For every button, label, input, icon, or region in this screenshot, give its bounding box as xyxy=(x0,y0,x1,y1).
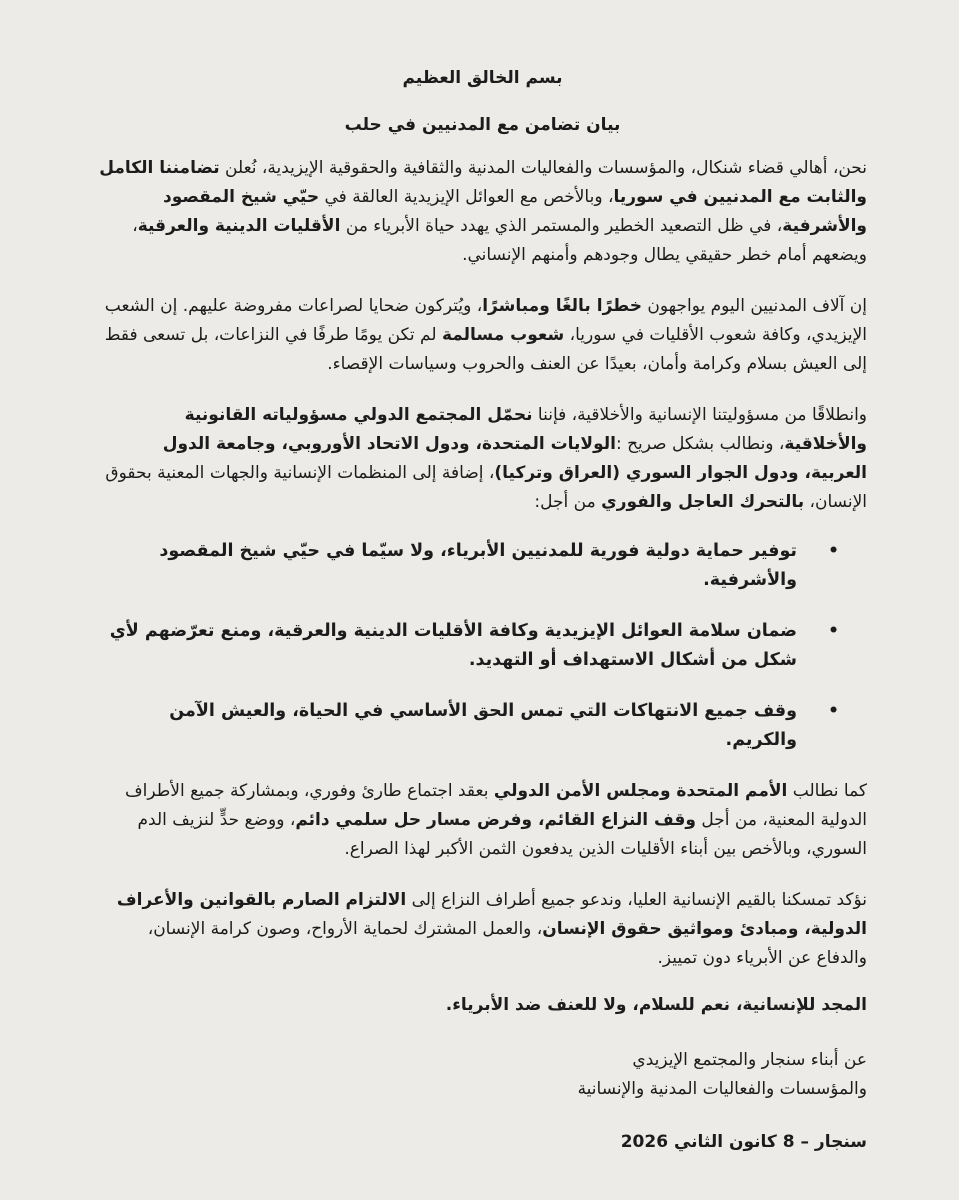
bold-span: شعوب مسالمة xyxy=(441,325,565,345)
demand-text: توفير حماية دولية فورية للمدنيين الأبرياء، ولا سيّما في حيّي شيخ المقصود والأشرفية. xyxy=(159,541,797,590)
text-span: نحن، أهالي قضاء شنكال، والمؤسسات والفعاليات المدنية والثقافية والحقوقية الإيزيدية، نُعلن xyxy=(219,158,867,178)
bold-span: الأقليات الدينية والعرقية xyxy=(137,216,341,236)
text-span: ، ويُتركون ضحايا لصراعات مفروضة عليهم. إن الشعب الإيزيدي، وكافة شعوب الأقليات في سوريا، xyxy=(104,296,867,345)
text-span: ، في ظل التصعيد الخطير والمستمر الذي يهدد حياة الأبرياء من xyxy=(340,216,783,236)
text-span: ، والعمل المشترك لحماية الأرواح، وصون كرامة الإنسان، والدفاع عن الأبرياء دون تمييز. xyxy=(147,919,867,968)
demand-text: ضمان سلامة العوائل الإيزيدية وكافة الأقليات الدينية والعرقية، ومنع تعرّضهم لأي شكل من أشكال الاستهداف أو التهديد. xyxy=(109,621,797,670)
paragraph-un-demand xyxy=(98,777,867,864)
text-span: وانطلاقًا من مسؤوليتنا الإنسانية والأخلاقية، فإننا xyxy=(532,405,867,425)
text-span: ، وبالأخص مع العوائل الإيزيدية العالقة في xyxy=(319,187,614,207)
text-span: نؤكد تمسكنا بالقيم الإنسانية العليا، وندعو جميع أطراف النزاع إلى xyxy=(406,890,867,910)
text-span: بعقد اجتماع طارئ وفوري، وبمشاركة جميع الأطراف الدولية المعنية، من أجل xyxy=(125,781,867,830)
bold-span: تضامننا الكامل والثابت مع المدنيين في سوريا xyxy=(99,158,867,207)
text-span: ، ويضعهم أمام خطر حقيقي يطال وجودهم وأمنهم الإنساني. xyxy=(132,216,867,265)
paragraph-solidarity xyxy=(98,154,867,270)
bold-span: خطرًا بالغًا ومباشرًا xyxy=(482,296,642,316)
text-span: من أجل: xyxy=(534,492,602,512)
text-span: إن آلاف المدنيين اليوم يواجهون xyxy=(641,296,867,316)
bold-span: الالتزام الصارم بالقوانين والأعراف الدولية، ومبادئ ومواثيق حقوق الإنسان xyxy=(116,890,867,939)
paragraph-responsibility xyxy=(98,401,867,517)
basmala-heading: بسم الخالق العظيم xyxy=(402,68,563,88)
bullet-icon: • xyxy=(828,701,839,721)
paragraph-danger xyxy=(98,292,867,379)
date-line: سنجار – 8 كانون الثاني 2026 xyxy=(620,1132,867,1152)
list-item xyxy=(98,537,839,595)
bullet-icon: • xyxy=(828,621,839,641)
bold-span: الأمم المتحدة ومجلس الأمن الدولي xyxy=(493,781,788,801)
closing-slogan: المجد للإنسانية، نعم للسلام، ولا للعنف ضد الأبرياء. xyxy=(445,995,867,1015)
bold-span: بالتحرك العاجل والفوري xyxy=(601,492,805,512)
text-span: ، إضافة إلى المنظمات الإنسانية والجهات المعنية بحقوق الإنسان، xyxy=(105,463,867,512)
signature-line: والمؤسسات والفعاليات المدنية والإنسانية xyxy=(577,1079,867,1099)
statement-title: بيان تضامن مع المدنيين في حلب xyxy=(344,115,621,135)
signature-block xyxy=(98,1046,867,1104)
text-span: ، ووضع حدٍّ لنزيف الدم السوري، وبالأخص بين أبناء الأقليات الذين يدفعون الثمن الأكبر لهذا الصراع. xyxy=(137,810,867,859)
bold-span: حيّي شيخ المقصود والأشرفية xyxy=(162,187,867,236)
bold-span: وقف النزاع القائم، وفرض مسار حل سلمي دائم xyxy=(295,810,696,830)
list-item xyxy=(98,697,839,755)
bold-span: الولايات المتحدة، ودول الاتحاد الأوروبي، وجامعة الدول العربية، ودول الجوار السوري (العراق وتركيا) xyxy=(162,434,867,483)
bold-span: نحمّل المجتمع الدولي مسؤولياته القانونية والأخلاقية xyxy=(184,405,867,454)
demands-list xyxy=(98,537,867,755)
list-item xyxy=(98,617,839,675)
signature-line: عن أبناء سنجار والمجتمع الإيزيدي xyxy=(632,1050,867,1070)
bullet-icon: • xyxy=(828,541,839,561)
paragraph-values xyxy=(98,886,867,973)
text-span: كما نطالب xyxy=(787,781,867,801)
text-span: لم تكن يومًا طرفًا في النزاعات، بل تسعى فقط إلى العيش بسلام وكرامة وأمان، بعيدًا عن العنف والحروب وسياسات الإقصاء. xyxy=(104,325,867,374)
demand-text: وقف جميع الانتهاكات التي تمس الحق الأساسي في الحياة، والعيش الآمن والكريم. xyxy=(169,701,797,750)
text-span: ، ونطالب بشكل صريح : xyxy=(615,434,785,454)
